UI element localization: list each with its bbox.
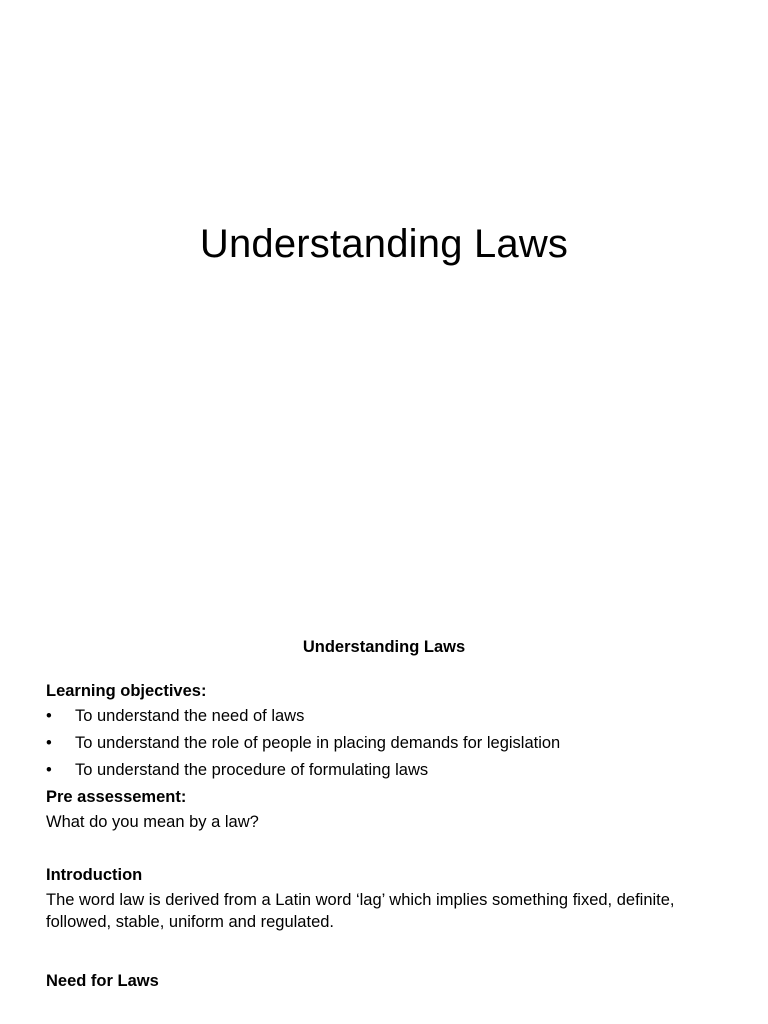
document-heading: Understanding Laws <box>302 638 466 656</box>
list-item <box>46 705 726 727</box>
introduction-text: The word law is derived from a Latin word ‘lag’ which implies something fixed, definite, followed, stable, uniform and regulated. <box>46 891 675 931</box>
pre-assessment-question: What do you mean by a law? <box>46 813 259 831</box>
list-item <box>46 732 726 754</box>
bullet-icon: • <box>46 734 52 752</box>
list-item-text: To understand the role of people in placing demands for legislation <box>75 734 561 752</box>
list-item <box>46 759 726 781</box>
slide-title: Understanding Laws <box>199 222 569 266</box>
learning-objectives-label: Learning objectives: <box>46 682 207 700</box>
pre-assessment-label: Pre assessement: <box>46 788 187 806</box>
list-item-text: To understand the procedure of formulating laws <box>75 761 429 779</box>
need-for-laws-label: Need for Laws <box>46 972 159 990</box>
introduction-label: Introduction <box>46 866 143 884</box>
list-item-text: To understand the need of laws <box>75 707 305 725</box>
bullet-icon: • <box>46 707 52 725</box>
document-body <box>46 636 726 992</box>
learning-objectives-list <box>46 705 726 781</box>
bullet-icon: • <box>46 761 52 779</box>
